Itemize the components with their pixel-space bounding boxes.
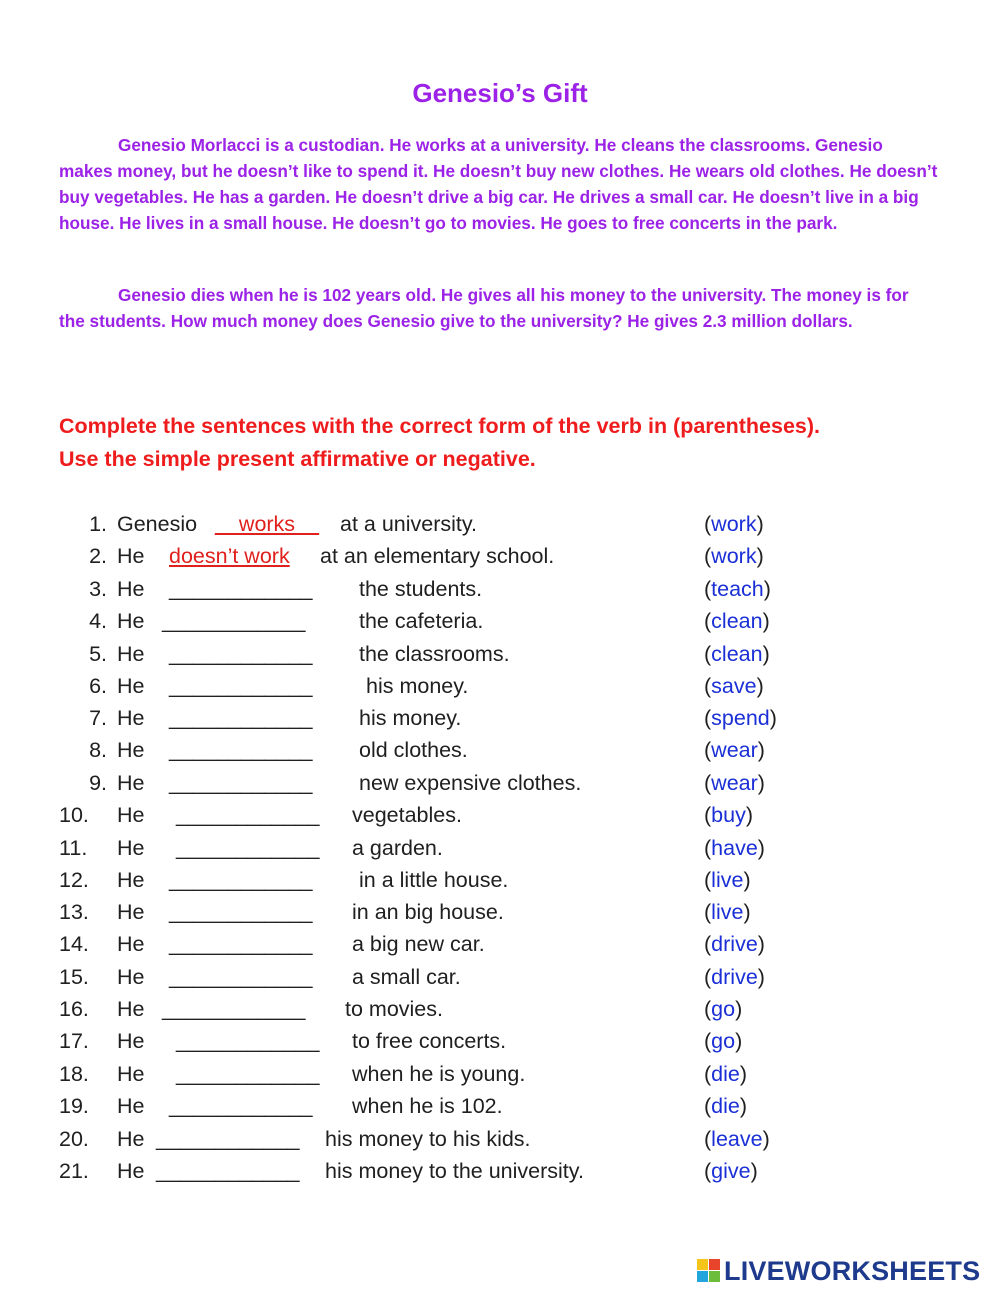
verb-hint [704,864,751,896]
item-number: 19. [59,1094,89,1118]
list-item [0,799,1000,831]
verb-hint [704,1025,742,1057]
verb-text: have [711,836,758,860]
verb-text: live [711,900,744,924]
paren-open: ( [704,868,712,892]
verb-text: wear [711,771,758,795]
answer-blank[interactable]: doesn’t work [169,544,290,568]
item-number: 21. [59,1159,89,1183]
answer-blank[interactable]: ____________ [169,965,313,989]
paren-open: ( [704,997,712,1021]
verb-text: go [711,997,736,1021]
paren-close: ) [757,965,765,989]
paren-open: ( [704,965,712,989]
list-item [0,605,1000,637]
paren-open: ( [704,1094,712,1118]
item-subject: He [117,868,145,892]
paren-close: ) [743,868,751,892]
verb-text: clean [711,609,763,633]
verb-text: drive [711,932,758,956]
verb-hint [704,799,753,831]
item-subject: He [117,544,145,568]
list-item [0,832,1000,864]
item-sentence-rest: in an big house. [352,900,504,924]
liveworksheets-logo [697,1254,980,1288]
answer-blank[interactable]: ____________ [162,609,306,633]
answer-blank[interactable]: ____________ [176,836,320,860]
paren-close: ) [739,1062,748,1086]
paren-open: ( [704,771,712,795]
answer-blank[interactable]: ____________ [169,868,313,892]
item-subject: He [117,900,145,924]
item-subject: He [117,1029,145,1053]
paren-close: ) [757,738,765,762]
item-number: 7. [89,706,107,730]
list-item [0,702,1000,734]
item-number: 17. [59,1029,89,1053]
paren-open: ( [704,544,712,568]
verb-text: wear [711,738,758,762]
answer-blank[interactable]: ____________ [169,738,313,762]
story-paragraph-2: Genesio dies when he is 102 years old. He gives all his money to the university. The money is for the students. How much money does Genesio give to the university? He gives 2.3 million dollars. [59,285,909,331]
answer-blank[interactable]: ____________ [169,771,313,795]
verb-text: buy [711,803,746,827]
answer-blank[interactable]: ____________ [169,1094,313,1118]
item-number: 5. [89,642,107,666]
item-sentence-rest: the classrooms. [359,642,510,666]
paren-close: ) [762,642,770,666]
item-number: 20. [59,1127,89,1151]
item-sentence-rest: the students. [359,577,483,601]
list-item [0,638,1000,670]
item-number: 2. [89,544,107,568]
paren-close: ) [757,836,765,860]
item-sentence-rest: when he is young. [352,1062,526,1086]
paren-close: ) [756,674,764,698]
paren-open: ( [704,932,712,956]
item-subject: He [117,1127,145,1151]
item-subject: He [117,1159,145,1183]
verb-text: drive [711,965,758,989]
item-number: 11. [59,836,88,860]
paren-close: ) [735,1029,743,1053]
item-number: 1. [89,512,107,536]
list-item [0,993,1000,1025]
item-subject: He [117,642,145,666]
list-item [0,928,1000,960]
verb-hint [704,832,765,864]
verb-hint [704,928,765,960]
item-number: 8. [89,738,107,762]
list-item [0,1025,1000,1057]
paren-open: ( [704,674,712,698]
item-number: 9. [89,771,107,795]
item-subject: He [117,609,145,633]
verb-hint [704,734,765,766]
item-subject: He [117,1062,145,1086]
item-sentence-rest: his money to his kids. [325,1127,531,1151]
verb-text: spend [711,706,770,730]
item-number: 14. [59,932,89,956]
list-item [0,508,1000,540]
list-item [0,767,1000,799]
item-sentence-rest: the cafeteria. [359,609,484,633]
paren-open: ( [704,803,712,827]
list-item [0,573,1000,605]
item-sentence-rest: old clothes. [359,738,468,762]
item-sentence-rest: a garden. [352,836,443,860]
item-sentence-rest: to free concerts. [352,1029,507,1053]
paren-close: ) [762,609,770,633]
paren-open: ( [704,1127,712,1151]
verb-text: work [711,544,757,568]
logo-text: LIVEWORKSHEETS [724,1255,981,1286]
answer-blank[interactable]: ____________ [156,1127,300,1151]
item-subject: He [117,706,145,730]
verb-hint [704,540,764,572]
verb-hint [704,573,771,605]
item-sentence-rest: his money. [359,706,462,730]
paren-close: ) [735,997,743,1021]
list-item [0,1123,1000,1155]
item-sentence-rest: a big new car. [352,932,485,956]
verb-text: save [711,674,757,698]
paren-close: ) [739,1094,748,1118]
item-sentence-rest: at an elementary school. [320,544,555,568]
list-item [0,961,1000,993]
answer-blank[interactable]: ____________ [176,1029,320,1053]
verb-hint [704,1058,747,1090]
paren-open: ( [704,900,712,924]
item-number: 10. [59,803,89,827]
answer-blank[interactable]: ____________ [176,803,320,827]
verb-text: go [711,1029,736,1053]
item-subject: He [117,997,145,1021]
paren-open: ( [704,1062,712,1086]
paren-open: ( [704,642,712,666]
answer-blank[interactable]: ____________ [169,706,313,730]
item-subject: He [117,577,145,601]
list-item [0,1058,1000,1090]
item-subject: He [117,836,145,860]
instruction-line-1: Complete the sentences with the correct form of the verb in (parentheses). [59,414,821,438]
item-number: 12. [59,868,89,892]
item-subject: He [117,932,145,956]
item-number: 16. [59,997,89,1021]
verb-hint [704,508,764,540]
paren-open: ( [704,577,712,601]
verb-hint [704,702,777,734]
verb-text: clean [711,642,763,666]
paren-close: ) [745,803,754,827]
paren-open: ( [704,1159,712,1183]
verb-hint [704,1123,770,1155]
item-sentence-rest: his money to the university. [325,1159,584,1183]
list-item [0,896,1000,928]
answer-blank[interactable]: ____________ [169,642,313,666]
answer-blank[interactable]: ____________ [156,1159,300,1183]
paren-close: ) [743,900,751,924]
verb-text: give [711,1159,751,1183]
verb-hint [704,638,770,670]
item-number: 18. [59,1062,89,1086]
list-item [0,540,1000,572]
instructions [59,410,959,476]
verb-hint [704,993,742,1025]
paren-open: ( [704,706,712,730]
verb-hint [704,961,765,993]
verb-hint [704,670,764,702]
paren-close: ) [750,1159,758,1183]
paren-open: ( [704,512,712,536]
paren-close: ) [762,1127,770,1151]
answer-blank[interactable]: ____________ [169,577,313,601]
item-sentence-rest: at a university. [340,512,478,536]
item-sentence-rest: his money. [366,674,469,698]
answer-blank[interactable]: ____________ [169,900,313,924]
list-item [0,670,1000,702]
answer-blank[interactable]: ____________ [169,932,313,956]
page-title: Genesio’s Gift [412,78,588,108]
item-sentence-rest: when he is 102. [352,1094,503,1118]
paren-close: ) [756,512,764,536]
answer-blank[interactable]: ____________ [176,1062,320,1086]
instruction-line-2: Use the simple present affirmative or negative. [59,447,536,471]
item-number: 15. [59,965,89,989]
verb-text: leave [711,1127,763,1151]
answer-blank[interactable]: ____________ [162,997,306,1021]
verb-text: die [711,1062,740,1086]
verb-hint [704,1090,747,1122]
paren-close: ) [757,771,765,795]
paren-close: ) [763,577,771,601]
item-subject: Genesio [117,512,198,536]
list-item [0,864,1000,896]
verb-text: live [711,868,744,892]
answer-blank[interactable]: __works__ [215,512,319,536]
item-subject: He [117,674,145,698]
verb-text: work [711,512,757,536]
item-subject: He [117,803,145,827]
paren-close: ) [769,706,777,730]
item-number: 6. [89,674,107,698]
story-paragraph-1: Genesio Morlacci is a custodian. He works at a university. He cleans the classrooms. Genesio makes money, but he doesn’t like to spend it. He doesn’t buy new clothes. He wears old clothes. He doesn’t buy vegetables. He has a garden. He doesn’t drive a big car. He drives a small car. He doesn’t live in a big house. He lives in a small house. He doesn’t go to movies. He goes to free concerts in the park. [59,135,938,233]
verb-hint [704,605,770,637]
item-number: 4. [89,609,107,633]
verb-hint [704,767,765,799]
item-sentence-rest: new expensive clothes. [359,771,582,795]
verb-text: teach [711,577,764,601]
verb-text: die [711,1094,740,1118]
list-item [0,734,1000,766]
list-item [0,1155,1000,1187]
paren-close: ) [757,932,765,956]
item-sentence-rest: a small car. [352,965,461,989]
paren-open: ( [704,738,712,762]
item-subject: He [117,965,145,989]
item-number: 13. [59,900,89,924]
item-number: 3. [89,577,107,601]
answer-blank[interactable]: ____________ [169,674,313,698]
paren-open: ( [704,836,712,860]
item-sentence-rest: in a little house. [359,868,509,892]
paren-open: ( [704,609,712,633]
item-sentence-rest: to movies. [345,997,443,1021]
list-item [0,1090,1000,1122]
item-subject: He [117,1094,145,1118]
item-sentence-rest: vegetables. [352,803,462,827]
item-subject: He [117,771,145,795]
verb-hint [704,896,751,928]
liveworksheets-logo-icon [697,1259,721,1283]
item-subject: He [117,738,145,762]
paren-open: ( [704,1029,712,1053]
paren-close: ) [756,544,764,568]
verb-hint [704,1155,758,1187]
